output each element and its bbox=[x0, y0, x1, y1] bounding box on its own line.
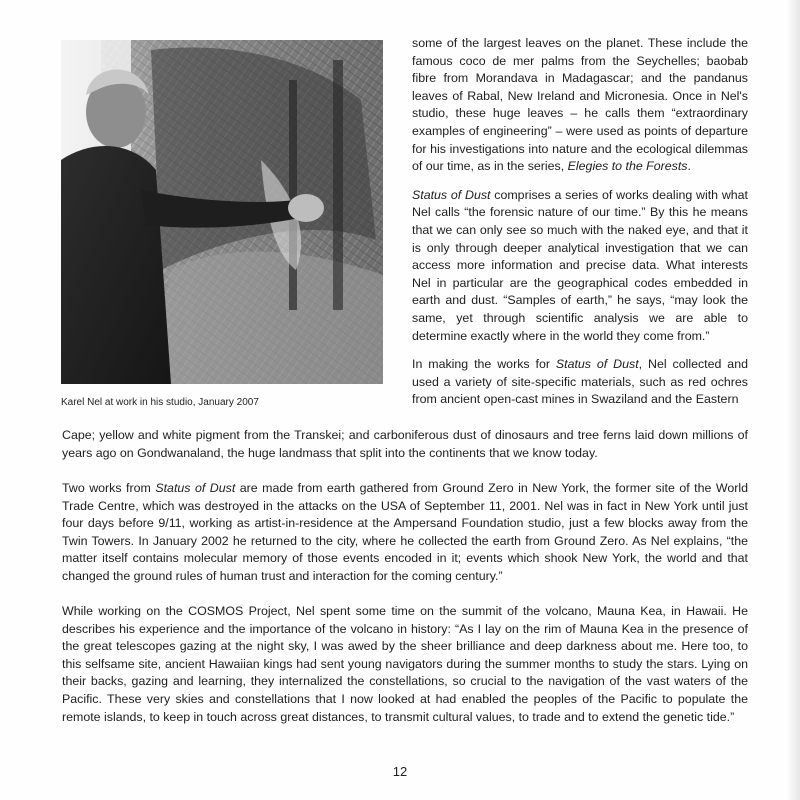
series-title: Status of Dust bbox=[155, 481, 236, 495]
paragraph-status-of-dust: Status of Dust comprises a series of works dealing with what Nel calls “the forensic nature of our time.” By this he means that we can only see so much with the naked eye, and that it is only through deeper analytical investigation that we can access more information and precise data. What interests Nel in particular are the geographical codes embedded in earth and dust. “Samples of earth,” he says, “may look the same, yet through scientific analysis we are able to determine exactly where in the world they come from.” bbox=[412, 187, 748, 343]
paragraph-ground-zero: Two works from Status of Dust are made from earth gathered from Ground Zero in New York, the former site of the World Trade Centre, which was destroyed in the attacks on the USA of September 11, 2001. Nel was in fact in New York until just four days before 9/11, working as artist-in-residence at the Ampersand Foundation studio, just a few blocks away from the Twin Towers. In January 2002 he returned to the city, where he collected the earth from Ground Zero. As Nel explains, “the matter itself contains molecular memory of those events encoded in it; events which shook New York, the world and that changed the ground rules of human trust and interaction for the coming century.” bbox=[62, 481, 748, 583]
series-title: Elegies to the Forests bbox=[567, 159, 688, 174]
page-number: 12 bbox=[392, 764, 408, 779]
paragraph-materials-continued: Cape; yellow and white pigment from the Transkei; and carboniferous dust of dinosaurs and tree ferns laid down millions of years ago on Gondwanaland, the huge landmass that split into the continents that we know today. bbox=[62, 428, 748, 460]
photo-caption: Karel Nel at work in his studio, January 2007 bbox=[61, 397, 259, 408]
page-gutter-shadow bbox=[786, 0, 800, 800]
paragraph-materials: In making the works for Status of Dust, Nel collected and used a variety of site-specific materials, such as red ochres from ancient open-cast mines in Swaziland and the Eastern bbox=[412, 357, 748, 407]
paragraph-leaves: some of the largest leaves on the planet. These include the famous coco de mer palms from the Seychelles; baobab fibre from Morandava in Madagascar; and the pandanus leaves of Rabal, New Ireland and Micronesia. Once in Nel's studio, these huge leaves – he calls them “extraordinary examples of engineering” – were used as points of departure for his investigations into nature and the ecological dilemmas of our time, as in the series, Elegies to the Forests. bbox=[412, 36, 748, 174]
right-column bbox=[412, 35, 748, 420]
series-title: Status of Dust bbox=[555, 357, 639, 372]
series-title: Status of Dust bbox=[412, 187, 491, 202]
artist-photo bbox=[61, 40, 383, 384]
paragraph-mauna-kea: While working on the COSMOS Project, Nel spent some time on the summit of the volcano, Mauna Kea, in Hawaii. He describes his experience and the importance of the volcano in history: “As I lay on the rim of Mauna Kea in the presence of the great telescopes gazing at the night sky, I was awed by the sheer brilliance and deep darkness about me. Here too, to this selfsame site, ancient Hawaiian kings had sent young navigators during the summer months to study the stars. Lying on their backs, gazing and learning, they internalized the constellations, so crucial to the navigation of the vast waters of the Pacific. These very skies and constellations that I now looked at had enabled the peoples of the Pacific to populate the remote islands, to keep in touch across great distances, to transmit cultural values, to trade and to extend the genetic tide.” bbox=[62, 604, 748, 724]
